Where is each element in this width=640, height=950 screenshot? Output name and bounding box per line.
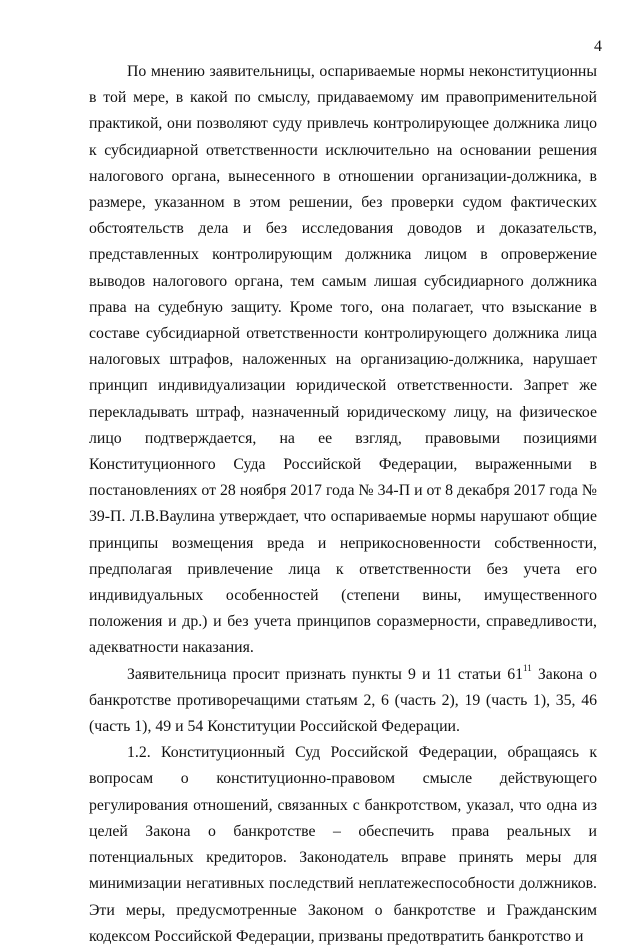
paragraph-applicant-request [89, 662, 597, 741]
article-superscript: 11 [523, 663, 532, 674]
request-text-start: Заявительница просит признать пункты 9 и 11 статьи 61 [127, 665, 524, 683]
paragraph-applicant-opinion: По мнению заявительницы, оспариваемые нормы неконституционны в той мере, в какой по смыслу, придаваемому им правоприменительной практикой, они позволяют суду привлечь контролирующее должника лицо к субсидиарной ответственности исключительно на основании решения налогового органа, вынесенного в отношении организации-должника, в размере, указанном в этом решении, без проверки судом фактических обстоятельств дела и без исследования доводов и доказательств, представленных контролирующим должника лицом в опровержение выводов налогового органа, тем самым лишая субсидиарного должника права на судебную защиту. Кроме того, она полагает, что взыскание в составе субсидиарной ответственности контролирующего должника лица налоговых штрафов, наложенных на организацию-должника, нарушает принцип индивидуализации юридической ответственности. Запрет же перекладывать штраф, назначенный юридическому лицу, на физическое лицо подтверждается, на ее взгляд, правовыми позициями Конституционного Суда Российской Федерации, выраженными в постановлениях от 28 ноября 2017 года № 34-П и от 8 декабря 2017 года № 39-П. Л.В.Ваулина утверждает, что оспариваемые нормы нарушают общие принципы возмещения вреда и неприкосновенности собственности, предполагая привлечение лица к ответственности без учета его индивидуальных особенностей (степени вины, имущественного положения и др.) и без учета принципов соразмерности, справедливости, адекватности наказания. [89, 63, 597, 657]
page-number: 4 [594, 38, 602, 55]
paragraph-court-position: 1.2. Конституционный Суд Российской Федерации, обращаясь к вопросам о конституционно-правовом смысле действующего регулирования отношений, связанных с банкротством, указал, что одна из целей Закона о банкротстве – обеспечить права реальных и потенциальных кредиторов. Законодатель вправе принять меры для минимизации негативных последствий неплатежеспособности должников. Эти меры, предусмотренные Законом о банкротстве и Гражданским кодексом Российской Федерации, призваны предотвратить банкротство и [89, 744, 597, 945]
document-body [89, 59, 597, 950]
request-text-end: Закона о банкротстве противоречащими статьям 2, 6 (часть 2), 19 (часть 1), 35, 46 (часть 1), 49 и 54 Конституции Российской Федерации. [89, 665, 597, 736]
